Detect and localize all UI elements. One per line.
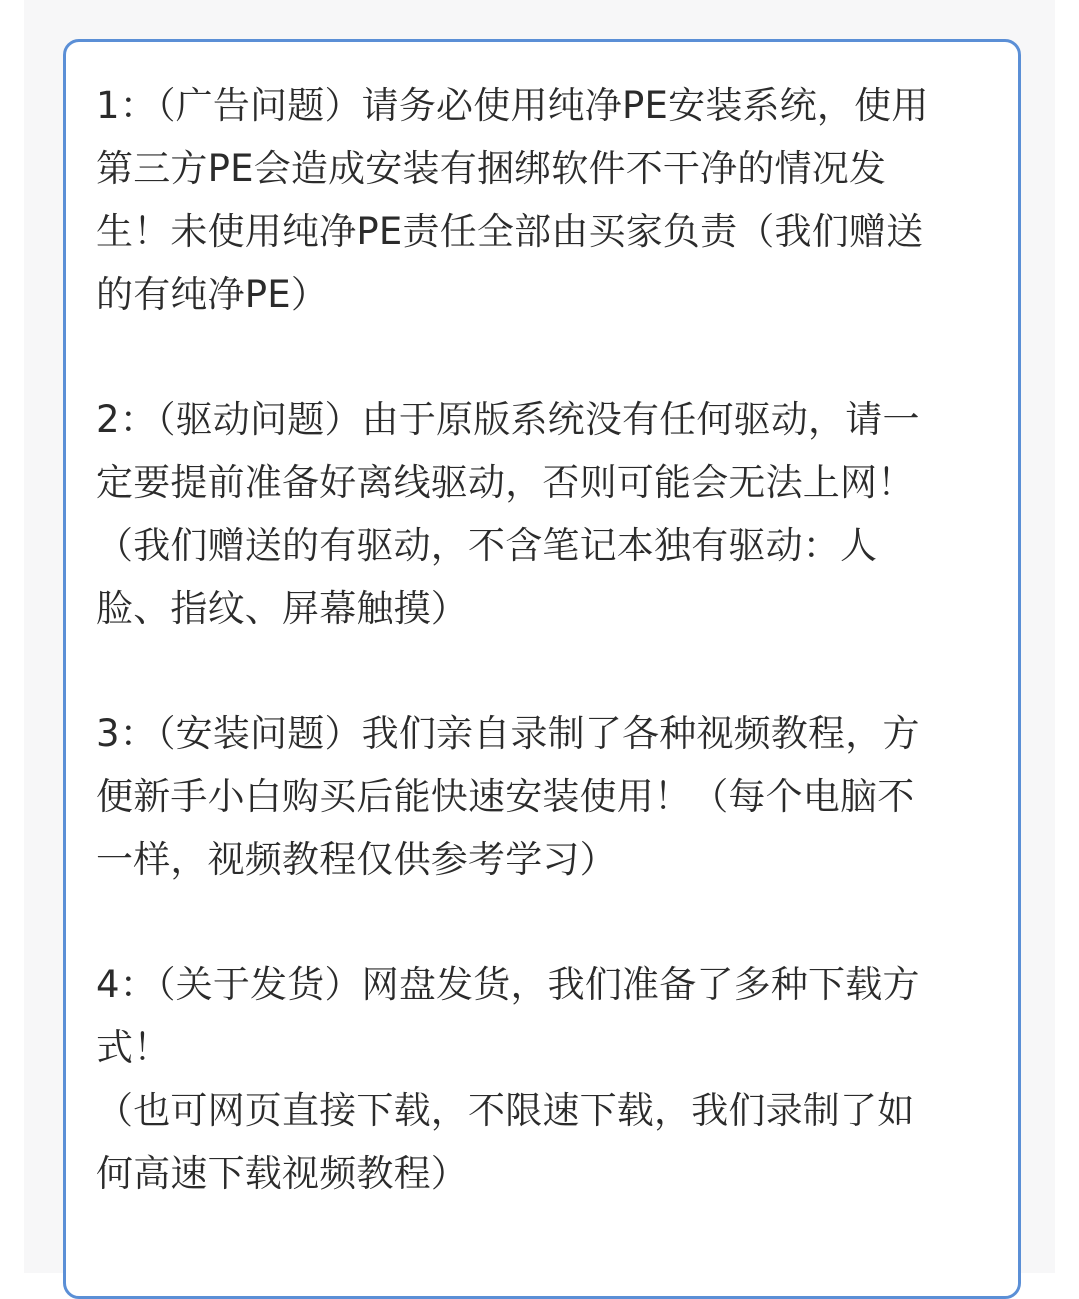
notice-line: 脸、指纹、屏幕触摸） xyxy=(96,587,468,630)
notice-item-driver-issue xyxy=(96,388,988,640)
notice-line: 生！未使用纯净PE责任全部由买家负责（我们赠送 xyxy=(96,210,924,253)
notice-line: 第三方PE会造成安装有捆绑软件不干净的情况发 xyxy=(96,147,887,190)
notice-line: 便新手小白购买后能快速安装使用！（每个电脑不 xyxy=(96,775,915,818)
notice-line: （我们赠送的有驱动，不含笔记本独有驱动：人 xyxy=(96,524,878,567)
notice-item-install-issue xyxy=(96,702,988,891)
notice-card xyxy=(63,39,1021,1299)
notice-item-delivery xyxy=(96,953,988,1205)
notice-line: 何高速下载视频教程） xyxy=(96,1152,468,1195)
notice-line: 1：（广告问题）请务必使用纯净PE安装系统，使用 xyxy=(96,84,929,127)
notice-line: 式！ xyxy=(96,1026,171,1069)
notice-line: 一样，视频教程仅供参考学习） xyxy=(96,838,617,881)
notice-line: （也可网页直接下载，不限速下载，我们录制了如 xyxy=(96,1089,915,1132)
notice-line: 3：（安装问题）我们亲自录制了各种视频教程，方 xyxy=(96,712,920,755)
notice-line: 2：（驱动问题）由于原版系统没有任何驱动，请一 xyxy=(96,398,920,441)
notice-item-ad-issue xyxy=(96,74,988,326)
notice-line: 的有纯净PE） xyxy=(96,273,329,316)
notice-line: 定要提前准备好离线驱动，否则可能会无法上网！ xyxy=(96,461,915,504)
notice-line: 4：（关于发货）网盘发货，我们准备了多种下载方 xyxy=(96,963,920,1006)
